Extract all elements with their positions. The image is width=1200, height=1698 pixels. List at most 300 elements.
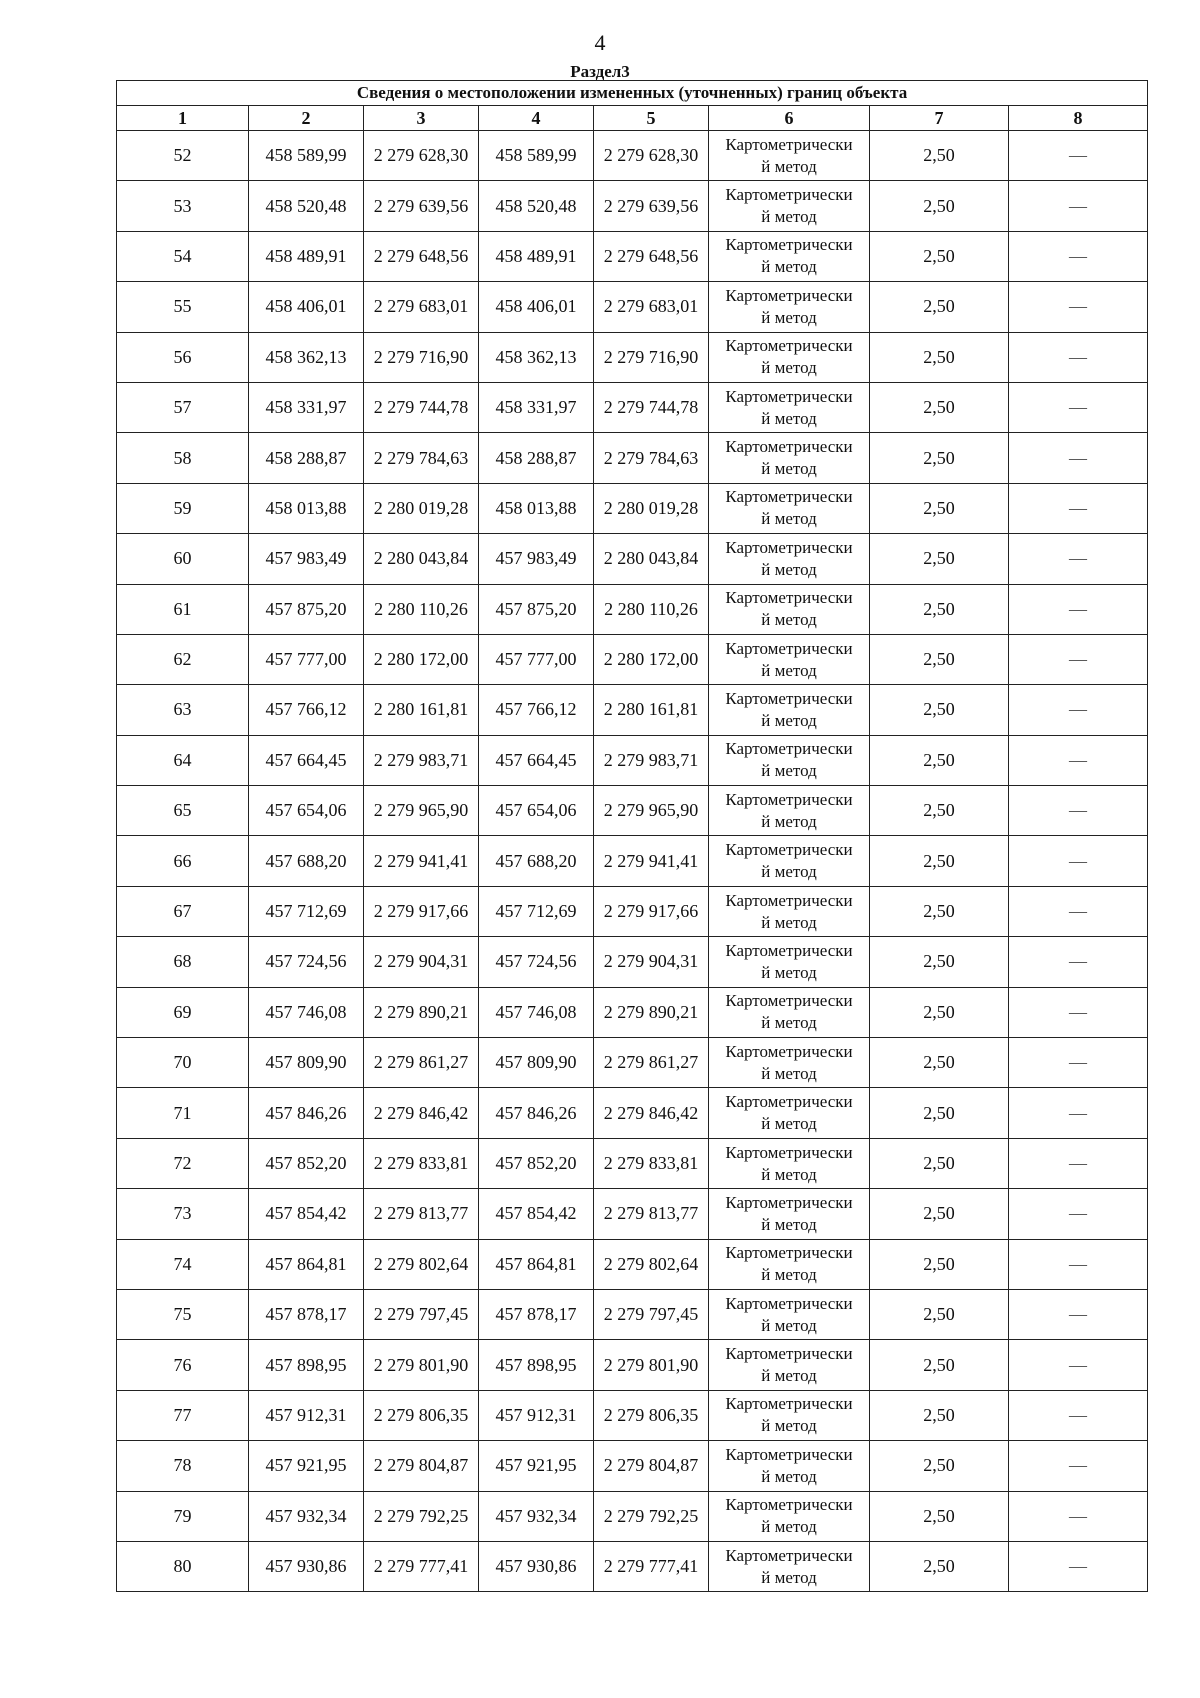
updated-x-coordinate: 457 898,95: [479, 1340, 594, 1390]
table-row: [117, 987, 1148, 1037]
existing-y-coordinate: 2 279 846,42: [364, 1088, 479, 1138]
updated-y-coordinate: 2 279 861,27: [594, 1038, 709, 1088]
existing-y-coordinate: 2 279 683,01: [364, 282, 479, 332]
accuracy: 2,50: [870, 1239, 1009, 1289]
existing-x-coordinate: 458 288,87: [249, 433, 364, 483]
note: —: [1009, 886, 1148, 936]
method-line-1: Картометрически: [725, 588, 853, 608]
section-title: Раздел3: [570, 62, 630, 81]
table-row: [117, 1541, 1148, 1591]
accuracy: 2,50: [870, 1189, 1009, 1239]
note: —: [1009, 1541, 1148, 1591]
method-line-1: Картометрически: [725, 1243, 853, 1263]
updated-x-coordinate: 458 362,13: [479, 332, 594, 382]
method-cell: [709, 1239, 870, 1289]
updated-y-coordinate: 2 280 110,26: [594, 584, 709, 634]
method-line-1: Картометрически: [725, 840, 853, 860]
point-number: 71: [117, 1088, 249, 1138]
updated-y-coordinate: 2 279 890,21: [594, 987, 709, 1037]
updated-x-coordinate: 457 875,20: [479, 584, 594, 634]
method-line-2: й метод: [761, 610, 817, 630]
updated-y-coordinate: 2 279 648,56: [594, 231, 709, 281]
method-line-1: Картометрически: [725, 134, 853, 154]
updated-x-coordinate: 458 489,91: [479, 231, 594, 281]
method-line-2: й метод: [761, 912, 817, 932]
method-line-2: й метод: [761, 1567, 817, 1587]
note: —: [1009, 937, 1148, 987]
updated-x-coordinate: 458 520,48: [479, 181, 594, 231]
table-row: [117, 332, 1148, 382]
method-line-2: й метод: [761, 761, 817, 781]
table-row: [117, 1289, 1148, 1339]
method-line-2: й метод: [761, 1517, 817, 1537]
method-line-1: Картометрически: [725, 890, 853, 910]
method-cell: [709, 1189, 870, 1239]
updated-x-coordinate: 458 288,87: [479, 433, 594, 483]
existing-x-coordinate: 457 654,06: [249, 786, 364, 836]
method-cell: [709, 634, 870, 684]
page-number: 4: [594, 30, 606, 55]
updated-y-coordinate: 2 279 784,63: [594, 433, 709, 483]
updated-x-coordinate: 457 809,90: [479, 1038, 594, 1088]
method-cell: [709, 886, 870, 936]
column-header: 6: [709, 106, 870, 131]
method-line-2: й метод: [761, 710, 817, 730]
existing-x-coordinate: 457 983,49: [249, 534, 364, 584]
existing-x-coordinate: 458 362,13: [249, 332, 364, 382]
existing-y-coordinate: 2 279 904,31: [364, 937, 479, 987]
note: —: [1009, 332, 1148, 382]
column-number-row: [117, 106, 1148, 131]
point-number: 74: [117, 1239, 249, 1289]
updated-y-coordinate: 2 279 744,78: [594, 382, 709, 432]
note: —: [1009, 231, 1148, 281]
existing-y-coordinate: 2 280 161,81: [364, 685, 479, 735]
existing-y-coordinate: 2 279 804,87: [364, 1441, 479, 1491]
accuracy: 2,50: [870, 382, 1009, 432]
accuracy: 2,50: [870, 1088, 1009, 1138]
table-row: [117, 735, 1148, 785]
existing-x-coordinate: 457 912,31: [249, 1390, 364, 1440]
method-line-2: й метод: [761, 257, 817, 277]
method-line-1: Картометрически: [725, 789, 853, 809]
updated-x-coordinate: 457 766,12: [479, 685, 594, 735]
note: —: [1009, 483, 1148, 533]
method-cell: [709, 685, 870, 735]
existing-x-coordinate: 457 809,90: [249, 1038, 364, 1088]
updated-y-coordinate: 2 279 777,41: [594, 1541, 709, 1591]
method-line-2: й метод: [761, 1315, 817, 1335]
updated-x-coordinate: 458 331,97: [479, 382, 594, 432]
point-number: 77: [117, 1390, 249, 1440]
updated-y-coordinate: 2 279 797,45: [594, 1289, 709, 1339]
boundary-table: [116, 80, 1148, 1592]
method-line-1: Картометрически: [725, 1041, 853, 1061]
existing-y-coordinate: 2 279 861,27: [364, 1038, 479, 1088]
updated-y-coordinate: 2 279 806,35: [594, 1390, 709, 1440]
method-cell: [709, 735, 870, 785]
method-line-1: Картометрически: [725, 235, 853, 255]
note: —: [1009, 735, 1148, 785]
accuracy: 2,50: [870, 433, 1009, 483]
existing-x-coordinate: 458 589,99: [249, 131, 364, 181]
note: —: [1009, 634, 1148, 684]
accuracy: 2,50: [870, 1289, 1009, 1339]
existing-y-coordinate: 2 279 965,90: [364, 786, 479, 836]
accuracy: 2,50: [870, 1491, 1009, 1541]
method-line-1: Картометрически: [725, 1444, 853, 1464]
existing-y-coordinate: 2 280 172,00: [364, 634, 479, 684]
accuracy: 2,50: [870, 1340, 1009, 1390]
method-line-2: й метод: [761, 207, 817, 227]
point-number: 67: [117, 886, 249, 936]
updated-x-coordinate: 457 777,00: [479, 634, 594, 684]
updated-y-coordinate: 2 279 917,66: [594, 886, 709, 936]
point-number: 73: [117, 1189, 249, 1239]
table-row: [117, 685, 1148, 735]
column-header: 4: [479, 106, 594, 131]
accuracy: 2,50: [870, 1138, 1009, 1188]
existing-y-coordinate: 2 279 833,81: [364, 1138, 479, 1188]
method-cell: [709, 332, 870, 382]
method-cell: [709, 231, 870, 281]
note: —: [1009, 584, 1148, 634]
existing-x-coordinate: 458 520,48: [249, 181, 364, 231]
method-cell: [709, 1289, 870, 1339]
method-line-1: Картометрически: [725, 1344, 853, 1364]
updated-y-coordinate: 2 279 716,90: [594, 332, 709, 382]
method-line-1: Картометрически: [725, 336, 853, 356]
updated-y-coordinate: 2 279 833,81: [594, 1138, 709, 1188]
point-number: 78: [117, 1441, 249, 1491]
accuracy: 2,50: [870, 987, 1009, 1037]
updated-y-coordinate: 2 280 043,84: [594, 534, 709, 584]
table-row: [117, 534, 1148, 584]
point-number: 60: [117, 534, 249, 584]
method-cell: [709, 836, 870, 886]
method-line-1: Картометрически: [725, 285, 853, 305]
point-number: 59: [117, 483, 249, 533]
existing-x-coordinate: 457 712,69: [249, 886, 364, 936]
column-header: 3: [364, 106, 479, 131]
existing-x-coordinate: 457 852,20: [249, 1138, 364, 1188]
method-cell: [709, 483, 870, 533]
method-line-1: Картометрически: [725, 739, 853, 759]
updated-x-coordinate: 457 724,56: [479, 937, 594, 987]
existing-y-coordinate: 2 279 801,90: [364, 1340, 479, 1390]
existing-y-coordinate: 2 279 917,66: [364, 886, 479, 936]
updated-x-coordinate: 457 854,42: [479, 1189, 594, 1239]
existing-y-coordinate: 2 279 802,64: [364, 1239, 479, 1289]
updated-x-coordinate: 457 746,08: [479, 987, 594, 1037]
point-number: 69: [117, 987, 249, 1037]
note: —: [1009, 1340, 1148, 1390]
table-row: [117, 1138, 1148, 1188]
existing-y-coordinate: 2 280 110,26: [364, 584, 479, 634]
accuracy: 2,50: [870, 181, 1009, 231]
note: —: [1009, 836, 1148, 886]
accuracy: 2,50: [870, 1541, 1009, 1591]
point-number: 52: [117, 131, 249, 181]
existing-x-coordinate: 457 898,95: [249, 1340, 364, 1390]
method-cell: [709, 282, 870, 332]
note: —: [1009, 786, 1148, 836]
updated-y-coordinate: 2 279 846,42: [594, 1088, 709, 1138]
updated-y-coordinate: 2 279 792,25: [594, 1491, 709, 1541]
existing-y-coordinate: 2 279 648,56: [364, 231, 479, 281]
accuracy: 2,50: [870, 483, 1009, 533]
method-line-1: Картометрически: [725, 638, 853, 658]
note: —: [1009, 685, 1148, 735]
table-row: [117, 282, 1148, 332]
method-cell: [709, 1441, 870, 1491]
existing-x-coordinate: 458 406,01: [249, 282, 364, 332]
column-header: 5: [594, 106, 709, 131]
table-row: [117, 1340, 1148, 1390]
existing-y-coordinate: 2 279 813,77: [364, 1189, 479, 1239]
updated-x-coordinate: 457 864,81: [479, 1239, 594, 1289]
point-number: 64: [117, 735, 249, 785]
existing-x-coordinate: 457 664,45: [249, 735, 364, 785]
method-cell: [709, 584, 870, 634]
method-cell: [709, 1340, 870, 1390]
existing-y-coordinate: 2 279 941,41: [364, 836, 479, 886]
updated-y-coordinate: 2 280 019,28: [594, 483, 709, 533]
existing-x-coordinate: 457 878,17: [249, 1289, 364, 1339]
updated-x-coordinate: 457 664,45: [479, 735, 594, 785]
updated-y-coordinate: 2 279 801,90: [594, 1340, 709, 1390]
table-row: [117, 483, 1148, 533]
existing-y-coordinate: 2 279 744,78: [364, 382, 479, 432]
updated-y-coordinate: 2 279 628,30: [594, 131, 709, 181]
updated-x-coordinate: 457 654,06: [479, 786, 594, 836]
note: —: [1009, 1189, 1148, 1239]
method-line-2: й метод: [761, 962, 817, 982]
method-line-2: й метод: [761, 559, 817, 579]
updated-x-coordinate: 458 013,88: [479, 483, 594, 533]
point-number: 62: [117, 634, 249, 684]
point-number: 53: [117, 181, 249, 231]
updated-y-coordinate: 2 279 965,90: [594, 786, 709, 836]
table-row: [117, 181, 1148, 231]
note: —: [1009, 1441, 1148, 1491]
accuracy: 2,50: [870, 886, 1009, 936]
updated-x-coordinate: 457 712,69: [479, 886, 594, 936]
table-row: [117, 433, 1148, 483]
note: —: [1009, 433, 1148, 483]
note: —: [1009, 282, 1148, 332]
method-line-2: й метод: [761, 1466, 817, 1486]
updated-x-coordinate: 457 878,17: [479, 1289, 594, 1339]
method-cell: [709, 181, 870, 231]
point-number: 76: [117, 1340, 249, 1390]
method-line-1: Картометрически: [725, 1293, 853, 1313]
accuracy: 2,50: [870, 282, 1009, 332]
existing-x-coordinate: 457 921,95: [249, 1441, 364, 1491]
method-cell: [709, 382, 870, 432]
method-line-2: й метод: [761, 811, 817, 831]
column-header: 7: [870, 106, 1009, 131]
table-row: [117, 1088, 1148, 1138]
note: —: [1009, 1038, 1148, 1088]
note: —: [1009, 1138, 1148, 1188]
existing-x-coordinate: 458 013,88: [249, 483, 364, 533]
updated-y-coordinate: 2 279 802,64: [594, 1239, 709, 1289]
method-line-1: Картометрически: [725, 1142, 853, 1162]
method-line-1: Картометрически: [725, 1192, 853, 1212]
method-line-1: Картометрически: [725, 940, 853, 960]
method-line-2: й метод: [761, 509, 817, 529]
method-line-2: й метод: [761, 459, 817, 479]
column-header: 8: [1009, 106, 1148, 131]
accuracy: 2,50: [870, 534, 1009, 584]
point-number: 66: [117, 836, 249, 886]
table-title: Сведения о местоположении измененных (уточненных) границ объекта: [117, 81, 1148, 106]
updated-y-coordinate: 2 279 813,77: [594, 1189, 709, 1239]
method-line-2: й метод: [761, 1063, 817, 1083]
method-line-2: й метод: [761, 156, 817, 176]
existing-y-coordinate: 2 279 639,56: [364, 181, 479, 231]
note: —: [1009, 181, 1148, 231]
column-header: 2: [249, 106, 364, 131]
note: —: [1009, 987, 1148, 1037]
method-line-1: Картометрически: [725, 1394, 853, 1414]
accuracy: 2,50: [870, 634, 1009, 684]
method-line-2: й метод: [761, 408, 817, 428]
table-row: [117, 886, 1148, 936]
existing-y-coordinate: 2 279 797,45: [364, 1289, 479, 1339]
existing-x-coordinate: 458 331,97: [249, 382, 364, 432]
note: —: [1009, 1239, 1148, 1289]
accuracy: 2,50: [870, 332, 1009, 382]
method-line-2: й метод: [761, 1164, 817, 1184]
table-row: [117, 1239, 1148, 1289]
accuracy: 2,50: [870, 1441, 1009, 1491]
existing-y-coordinate: 2 279 716,90: [364, 332, 479, 382]
existing-y-coordinate: 2 279 983,71: [364, 735, 479, 785]
updated-y-coordinate: 2 280 161,81: [594, 685, 709, 735]
point-number: 70: [117, 1038, 249, 1088]
existing-x-coordinate: 457 777,00: [249, 634, 364, 684]
existing-y-coordinate: 2 279 890,21: [364, 987, 479, 1037]
note: —: [1009, 1088, 1148, 1138]
method-cell: [709, 1390, 870, 1440]
updated-x-coordinate: 458 406,01: [479, 282, 594, 332]
method-line-1: Картометрически: [725, 1495, 853, 1515]
existing-y-coordinate: 2 279 784,63: [364, 433, 479, 483]
existing-x-coordinate: 457 864,81: [249, 1239, 364, 1289]
point-number: 80: [117, 1541, 249, 1591]
note: —: [1009, 131, 1148, 181]
method-line-1: Картометрически: [725, 437, 853, 457]
point-number: 61: [117, 584, 249, 634]
updated-y-coordinate: 2 279 983,71: [594, 735, 709, 785]
table-row: [117, 1189, 1148, 1239]
updated-x-coordinate: 457 932,34: [479, 1491, 594, 1541]
method-line-2: й метод: [761, 1214, 817, 1234]
note: —: [1009, 1289, 1148, 1339]
table-row: [117, 634, 1148, 684]
existing-y-coordinate: 2 279 777,41: [364, 1541, 479, 1591]
accuracy: 2,50: [870, 836, 1009, 886]
existing-x-coordinate: 457 846,26: [249, 1088, 364, 1138]
updated-y-coordinate: 2 280 172,00: [594, 634, 709, 684]
accuracy: 2,50: [870, 685, 1009, 735]
existing-y-coordinate: 2 280 043,84: [364, 534, 479, 584]
existing-x-coordinate: 457 875,20: [249, 584, 364, 634]
method-line-2: й метод: [761, 1416, 817, 1436]
method-line-2: й метод: [761, 1114, 817, 1134]
updated-y-coordinate: 2 279 639,56: [594, 181, 709, 231]
method-cell: [709, 1541, 870, 1591]
method-line-1: Картометрически: [725, 537, 853, 557]
table-row: [117, 1390, 1148, 1440]
table-row: [117, 584, 1148, 634]
point-number: 65: [117, 786, 249, 836]
table-row: [117, 231, 1148, 281]
updated-x-coordinate: 457 930,86: [479, 1541, 594, 1591]
table-row: [117, 1491, 1148, 1541]
updated-x-coordinate: 457 852,20: [479, 1138, 594, 1188]
table-row: [117, 937, 1148, 987]
method-cell: [709, 1038, 870, 1088]
accuracy: 2,50: [870, 1390, 1009, 1440]
existing-y-coordinate: 2 279 806,35: [364, 1390, 479, 1440]
method-line-1: Картометрически: [725, 991, 853, 1011]
accuracy: 2,50: [870, 735, 1009, 785]
existing-x-coordinate: 457 854,42: [249, 1189, 364, 1239]
table-row: [117, 836, 1148, 886]
accuracy: 2,50: [870, 584, 1009, 634]
accuracy: 2,50: [870, 937, 1009, 987]
point-number: 63: [117, 685, 249, 735]
table-row: [117, 131, 1148, 181]
existing-x-coordinate: 458 489,91: [249, 231, 364, 281]
table-row: [117, 1441, 1148, 1491]
updated-x-coordinate: 457 983,49: [479, 534, 594, 584]
method-line-2: й метод: [761, 1366, 817, 1386]
method-line-2: й метод: [761, 1265, 817, 1285]
existing-x-coordinate: 457 930,86: [249, 1541, 364, 1591]
point-number: 57: [117, 382, 249, 432]
method-line-1: Картометрически: [725, 1545, 853, 1565]
point-number: 56: [117, 332, 249, 382]
method-cell: [709, 433, 870, 483]
method-line-2: й метод: [761, 862, 817, 882]
method-cell: [709, 131, 870, 181]
method-cell: [709, 1138, 870, 1188]
updated-y-coordinate: 2 279 941,41: [594, 836, 709, 886]
method-cell: [709, 534, 870, 584]
method-cell: [709, 1088, 870, 1138]
note: —: [1009, 1491, 1148, 1541]
method-line-2: й метод: [761, 307, 817, 327]
note: —: [1009, 1390, 1148, 1440]
existing-y-coordinate: 2 279 628,30: [364, 131, 479, 181]
note: —: [1009, 382, 1148, 432]
accuracy: 2,50: [870, 231, 1009, 281]
existing-x-coordinate: 457 724,56: [249, 937, 364, 987]
existing-x-coordinate: 457 746,08: [249, 987, 364, 1037]
accuracy: 2,50: [870, 131, 1009, 181]
existing-y-coordinate: 2 279 792,25: [364, 1491, 479, 1541]
table-row: [117, 786, 1148, 836]
existing-x-coordinate: 457 766,12: [249, 685, 364, 735]
updated-y-coordinate: 2 279 683,01: [594, 282, 709, 332]
updated-y-coordinate: 2 279 804,87: [594, 1441, 709, 1491]
updated-x-coordinate: 457 688,20: [479, 836, 594, 886]
note: —: [1009, 534, 1148, 584]
